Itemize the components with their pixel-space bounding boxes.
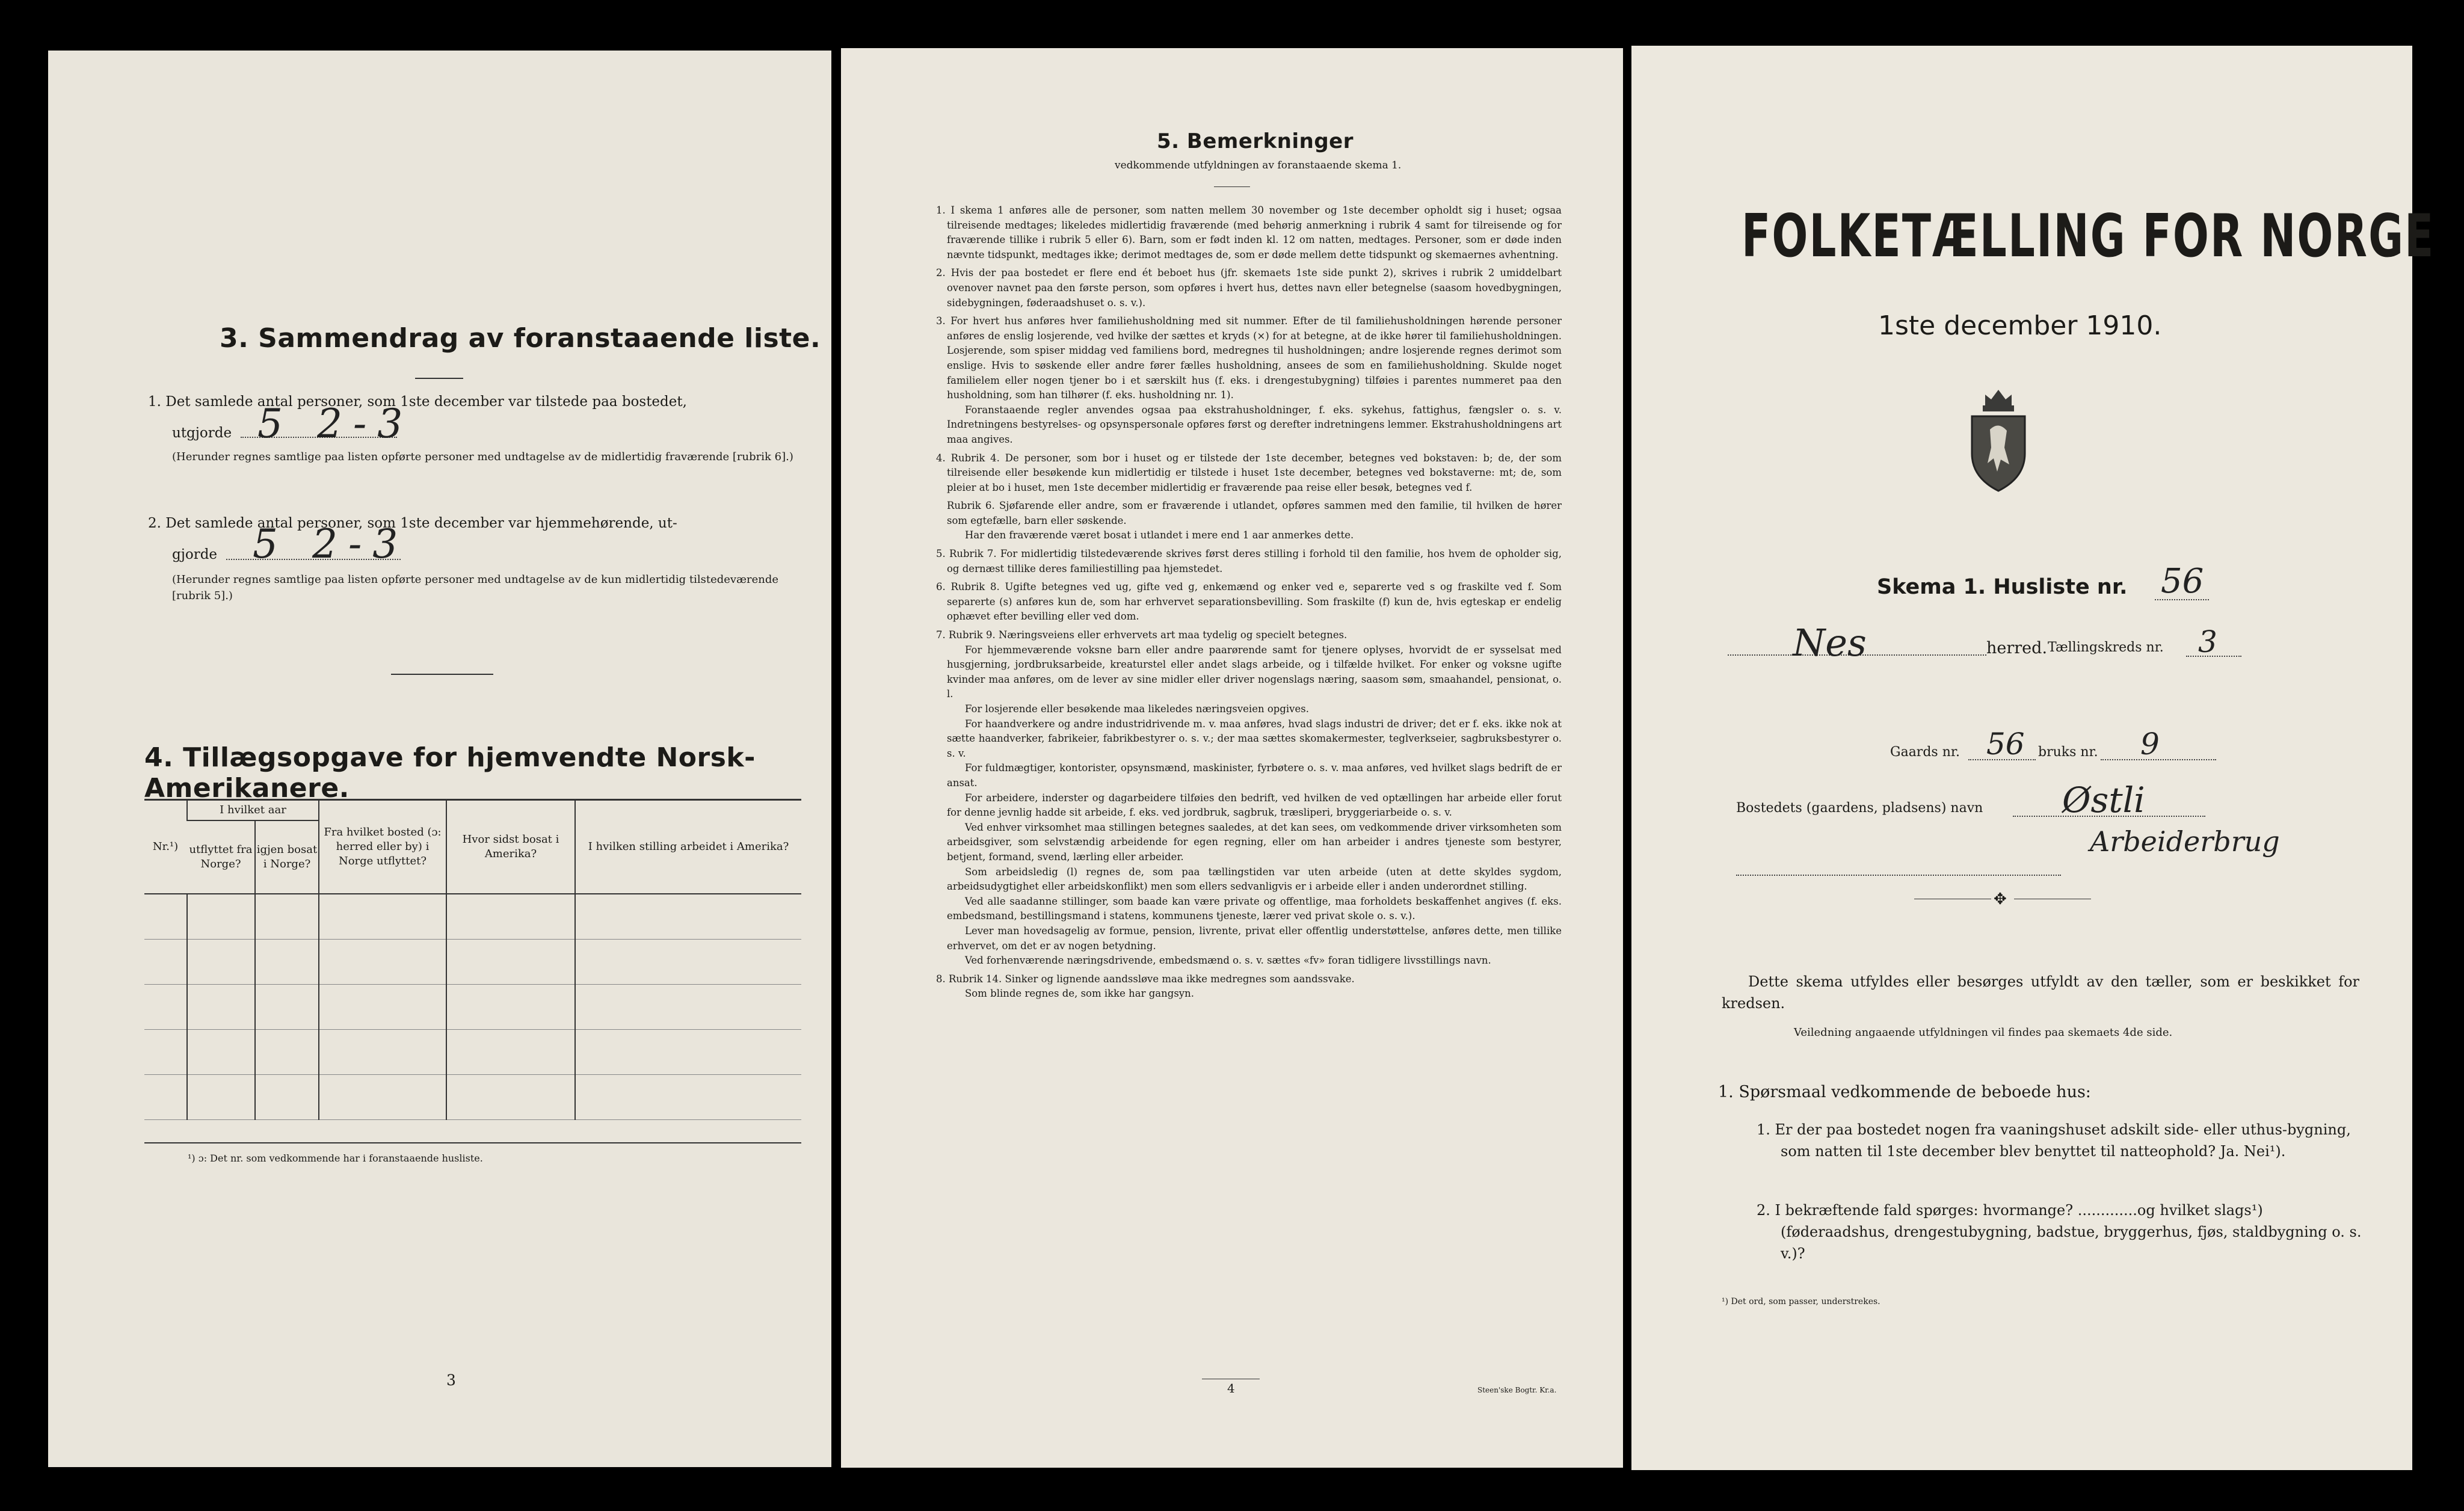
bruks-label: bruks nr. (2038, 745, 2098, 760)
footnote: ¹) ɔ: Det nr. som vedkommende har i foranstaaende husliste. (188, 1152, 483, 1164)
table-bottom-rule (144, 1142, 801, 1143)
remark-item: 4. Rubrik 4. De personer, som bor i huset og er tilstede der 1ste december, betegnes ved bokstaven: b; de, der som tilreisende eller besøkende kun midlertidig er tilstede i huset 1ste december, betegnes ved bokstaverne: mt; de, som pleier at bo i huset, men 1ste december midlertidig er fraværende paa reise eller besøk, betegnes ved f. (936, 452, 1562, 493)
skema-label: Skema 1. Husliste nr. (1877, 575, 2128, 599)
item1-handwritten-value: 5 2-3 (257, 401, 414, 447)
page-number: 4 (1227, 1381, 1235, 1396)
remark-item: For losjerende eller besøkende maa likeledes næringsveien opgives. (965, 703, 1309, 715)
page-left (48, 51, 831, 1467)
section4-title: 4. Tillægsopgave for hjemvendte Norsk-Amerikanere. (144, 742, 756, 804)
item1-lead: utgjorde (172, 425, 232, 441)
remark-item: Ved forhenværende næringsdrivende, embedsmænd o. s. v. sættes «fv» foran tidligere livsstillings navn. (965, 955, 1491, 967)
question1-heading: 1. Spørsmaal vedkommende de beboede hus: (1718, 1083, 2091, 1101)
norsk-amerikanere-table (144, 799, 801, 1120)
table-row (144, 985, 801, 1030)
bosted-value-2: Arbeiderbrug (2090, 825, 2280, 858)
item2-lead: gjorde (172, 547, 218, 562)
remark-item: 7. Rubrik 9. Næringsveiens eller erhvervets art maa tydelig og specielt betegnes. (936, 629, 1348, 641)
remark-item: 8. Rubrik 14. Sinker og lignende aandssløve maa ikke medregnes som aandssvake. (936, 973, 1355, 985)
bosted-label: Bostedets (gaardens, pladsens) navn (1736, 801, 1983, 816)
remark-item: 3. For hvert hus anføres hver familiehusholdning med sit nummer. Efter de til familiehusholdningen hørende personer anføres de enslig losjerende, ved hvilke der sættes et kryds (×) for at betegne, at de ikke hører til familiehusholdningen. Losjerende, som spiser middag ved familiens bord, medregnes til husholdningen; andre losjerende regnes derimot som enslige. Hvis to søskende eller andre fører fælles husholdning, ansees de som en familiehusholdning. Skulde noget familielem eller nogen tjener bo i et særskilt hus (f. eks. i drengestubygning) tilføies i parentes nummeret paa den husholdning, som han tilhører (f. eks. husholdning nr. 1). (936, 315, 1562, 401)
remarks-list (936, 203, 1562, 1002)
bruks-value: 9 (2140, 727, 2160, 762)
divider (415, 378, 463, 379)
remark-item: Foranstaaende regler anvendes ogsaa paa ekstrahusholdninger, f. eks. sykehus, fattighus, fængsler o. s. v. Indretningens bestyrelses- og opsynspersonale opføres først og derefter indretningens lemmer. Ekstrahusholdningens art maa angives. (947, 404, 1562, 445)
intro-small-text: Veiledning angaaende utfyldningen vil findes paa skemaets 4de side. (1794, 1026, 2173, 1039)
remark-item: 5. Rubrik 7. For midlertidig tilstedeværende skrives først deres stilling i forhold til den familie, hos hvem de opholder sig, og dernæst tillike deres familiestilling paa hjemstedet. (936, 548, 1562, 574)
printer-mark: Steen'ske Bogtr. Kr.a. (1477, 1386, 1557, 1394)
remark-item: For arbeidere, inderster og dagarbeidere tilføies den bedrift, ved hvilken de ved optællingen har arbeide eller forut for denne jevnlig hadde sit arbeide, f. eks. ved jordbruk, sagbruk, træsliperi, bryggeriarbeide o. s. v. (947, 792, 1562, 819)
remark-item: 2. Hvis der paa bostedet er flere end ét beboet hus (jfr. skemaets 1ste side punkt 2), skrives i rubrik 2 umiddelbart ovenover navnet paa den første person, som opføres i hvert hus, dettes navn eller betegnelse (saasom hovedbygningen, sidebygningen, føderaadshuset o. s. v.). (936, 267, 1562, 309)
col-igjen: igjen bosat i Norge? (255, 820, 319, 894)
remark-item: Ved alle saadanne stillinger, som baade kan være private og offentlige, maa forholdets beskaffenhet angives (f. eks. embedsmand, bestillingsmand i statens, kommunens tjeneste, lærer ved privat skole o. s. v.). (947, 895, 1562, 922)
footnote: ¹) Det ord, som passer, understrekes. (1722, 1297, 1880, 1306)
gaards-label: Gaards nr. (1890, 745, 1960, 760)
bruks-dotted-line (2101, 759, 2216, 760)
form-title: FOLKETÆLLING FOR NORGE (1742, 202, 2435, 271)
remarks-heading: 5. Bemerkninger (1157, 129, 1354, 153)
remarks-subheading: vedkommende utfyldningen av foranstaaende skema 1. (1115, 159, 1402, 171)
section3-title: 3. Sammendrag av foranstaaende liste. (220, 323, 821, 354)
page-middle (841, 48, 1623, 1468)
table-row (144, 1030, 801, 1075)
herred-label: herred. (1986, 639, 2048, 657)
remark-item: Rubrik 6. Sjøfarende eller andre, som er fraværende i utlandet, opføres sammen med den familie, til hvilken de hører som egtefælle, barn eller søskende. (947, 500, 1562, 526)
item2-handwritten-value: 5 2-3 (253, 521, 409, 567)
col-group-year: I hvilket aar (187, 800, 319, 821)
item2-note: (Herunder regnes samtlige paa listen opførte personer med undtagelse av de kun midlertidig tilstedeværende [rubrik 5].) (172, 573, 779, 602)
item1-text: 1. Det samlede antal personer, som 1ste december var tilstede paa bostedet, (148, 394, 687, 410)
remark-item: 6. Rubrik 8. Ugifte betegnes ved ug, gifte ved g, enkemænd og enker ved e, separerte ved s og fraskilte ved f. Som separerte (s) anføres kun de, som har erhvervet separationsbevilling. Som fraskilte (f) kun de, hvis egteskap er endelig ophævet efter bevilling eller ved dom. (936, 581, 1562, 623)
remark-item: Som arbeidsledig (l) regnes de, som paa tællingstiden var uten arbeide (uten at dette skyldes sygdom, arbeidsudygtighet eller arbeidskonflikt) men som ellers sedvanligvis er i arbeide eller i anden underordnet stilling. (947, 866, 1562, 893)
kreds-dotted-line (2186, 656, 2241, 657)
question1-1: 1. Er der paa bostedet nogen fra vaaningshuset adskilt side- eller uthus-bygning, som natten til 1ste december blev benyttet til natteophold? Ja. Nei¹). (1757, 1121, 2351, 1160)
gaards-dotted-line (1968, 759, 2036, 760)
remark-item: For haandverkere og andre industridrivende m. v. maa anføres, hvad slags industri de driver; det er f. eks. ikke nok at sætte haandverker, fabrikeier, fabrikbestyrer o. s. v.; der maa sættes skomakermester, teglverkseier, sagbruksbestyrer o. s. v. (947, 718, 1562, 759)
remark-item: Lever man hovedsagelig av formue, pension, livrente, privat eller offentlig understøttelse, anføres dette, men tillike erhvervet, om det er av nogen betydning. (947, 925, 1562, 952)
norwegian-coat-of-arms-icon (1967, 387, 2030, 493)
table-row (144, 894, 801, 940)
col-utflyttet: utflyttet fra Norge? (187, 820, 255, 894)
husliste-dotted-line (2155, 599, 2209, 600)
bosted-dotted-line (2013, 816, 2205, 817)
kreds-label: Tællingskreds nr. (2048, 640, 2164, 655)
page-number: 3 (446, 1371, 456, 1389)
page-right (1631, 46, 2435, 1470)
census-date: 1ste december 1910. (1878, 310, 2162, 341)
item1-note: (Herunder regnes samtlige paa listen opførte personer med undtagelse av de midlertidig fraværende [rubrik 6].) (172, 451, 793, 463)
gaards-value: 56 (1986, 727, 2025, 762)
intro-text: Dette skema utfyldes eller besørges utfyldt av den tæller, som er beskikket for kredsen. (1722, 973, 2359, 1012)
table-row (144, 940, 801, 985)
husliste-nr-value: 56 (2161, 562, 2204, 601)
kreds-value: 3 (2198, 624, 2217, 659)
remark-item: Ved enhver virksomhet maa stillingen betegnes saaledes, at det kan sees, om vedkommende driver virksomheten som arbeidsgiver, som selvstændig arbeidende for egen regning, eller om han arbeider i andres tjeneste som bestyrer, betjent, formand, svend, lærling eller arbeider. (947, 821, 1562, 863)
bosted-dotted-line-2 (1736, 875, 2061, 876)
remark-item: 1. I skema 1 anføres alle de personer, som natten mellem 30 november og 1ste december opholdt sig i huset; ogsaa tilreisende medtages; likeledes midlertidig fraværende (med behørig anmerkning i rubrik 4 samt for tilreisende og for fraværende tillike i rubrik 5 eller 6). Barn, som er født inden kl. 12 om natten, medtages. Personer, som er døde inden nævnte tidspunkt, medtages ikke; derimot medtages de, som er døde mellem dette tidspunkt og skemaernes avhentning. (936, 205, 1562, 260)
remark-item: Som blinde regnes de, som ikke har gangsyn. (965, 988, 1194, 1000)
divider (391, 674, 493, 675)
bosted-value-1: Østli (2062, 780, 2145, 820)
herred-value: Nes (1793, 621, 1867, 665)
col-sidst: Hvor sidst bosat i Amerika? (446, 800, 575, 894)
item2-text: 2. Det samlede antal personer, som 1ste december var hjemmehørende, ut- (148, 515, 677, 531)
question1-2: 2. I bekræftende fald spørges: hvormange? .............og hvilket slags¹) (føderaadshus, drengestubygning, badstue, bryggerhus, fjøs, staldbygning o. s. v.)? (1757, 1202, 2362, 1262)
col-nr: Nr.¹) (144, 800, 187, 894)
table-row (144, 1075, 801, 1120)
col-stilling: I hvilken stilling arbeidet i Amerika? (575, 800, 801, 894)
remark-item: For hjemmeværende voksne barn eller andre paarørende samt for tjenere oplyses, hvorvidt de er sysselsat med husgjerning, jordbruksarbeide, kreaturstel eller andet slags arbeide, og i tilfælde hvilket. For enker og voksne ugifte kvinder maa anføres, om de lever av sine midler eller driver nogenslags næring, saasom søm, smaahandel, pensionat, o. l. (947, 644, 1562, 700)
divider (1214, 186, 1250, 187)
remark-item: Har den fraværende været bosat i utlandet i mere end 1 aar anmerkes dette. (965, 529, 1354, 541)
col-bosted: Fra hvilket bosted (ɔ: herred eller by) i Norge utflyttet? (319, 800, 446, 894)
ornament-icon: ✥ (1994, 890, 2007, 908)
remark-item: For fuldmægtiger, kontorister, opsynsmænd, maskinister, fyrbøtere o. s. v. maa anføres, ved hvilket slags bedrift de er ansat. (947, 762, 1562, 789)
